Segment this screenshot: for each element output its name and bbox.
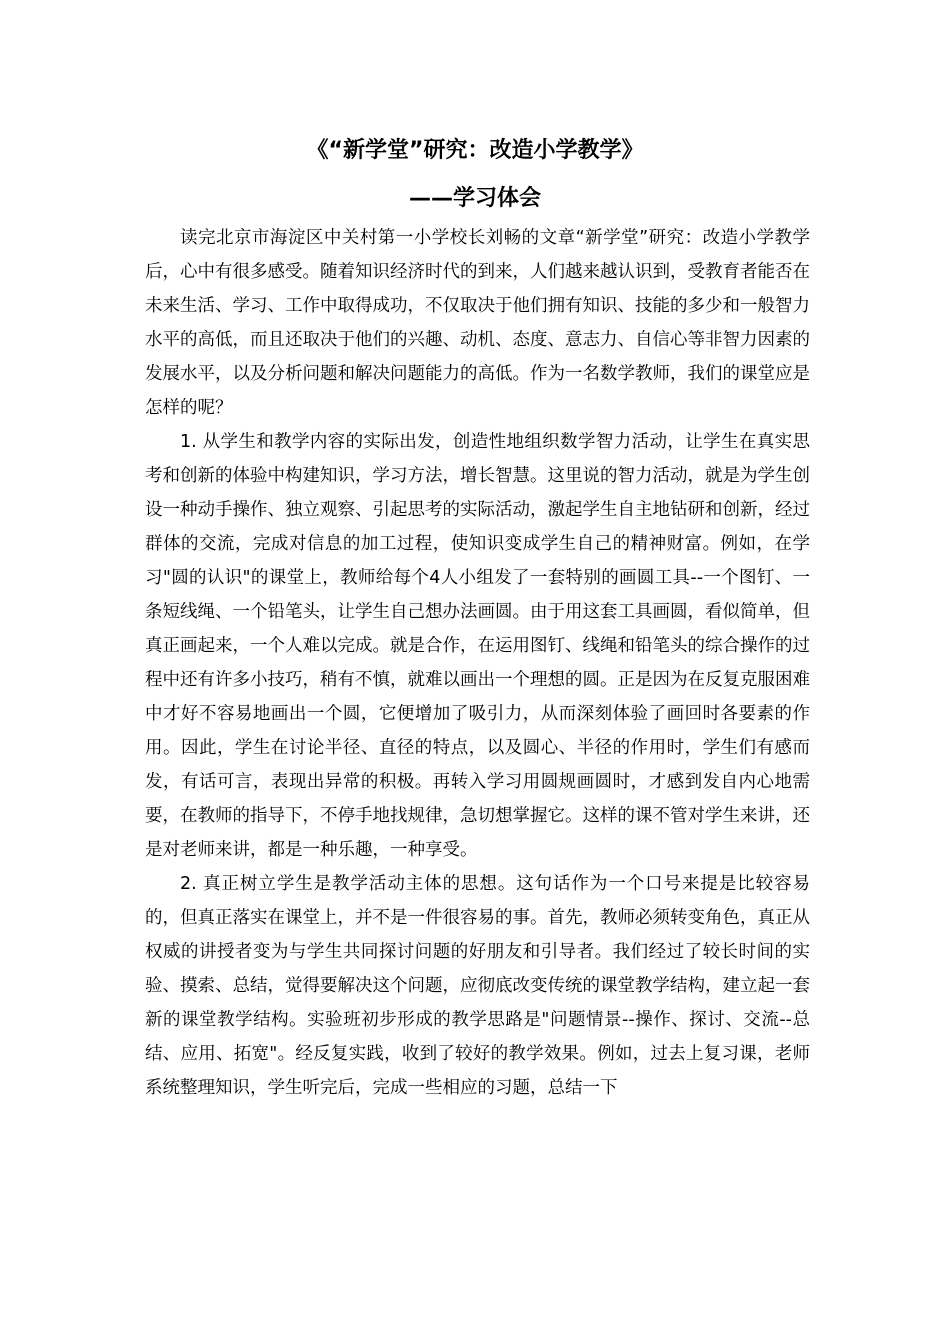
paragraph-point-2: 2. 真正树立学生是教学活动主体的思想。这句话作为一个口号来提是比较容易的，但真正落实在课堂上，并不是一件很容易的事。首先，教师必须转变角色，真正从权威的讲授者变为与学生共同探讨问题的好朋友和引导者。我们经过了较长时间的实验、摸索、总结，觉得要解决这个问题，应彻底改变传统的课堂教学结构，建立起一套新的课堂教学结构。实验班初步形成的教学思路是"问题情景--操作、探讨、交流--总结、应用、拓宽"。经反复实践，收到了较好的教学效果。例如，过去上复习课，老师系统整理知识，学生听完后，完成一些相应的习题，总结一下 (145, 874, 810, 1098)
document-subtitle: ——学习体会 (408, 186, 541, 211)
document-body (145, 221, 810, 1105)
paragraph-point-1: 1. 从学生和教学内容的实际出发，创造性地组织数学智力活动，让学生在真实思考和创新的体验中构建知识，学习方法，增长智慧。这里说的智力活动，就是为学生创设一种动手操作、独立观察、引起思考的实际活动，激起学生自主地钻研和创新，经过群体的交流，完成对信息的加工过程，使知识变成学生自己的精神财富。例如，在学习"圆的认识"的课堂上，教师给每个4人小组发了一套特别的画圆工具--一个图钉、一条短线绳、一个铅笔头，让学生自己想办法画圆。由于用这套工具画圆，看似简单，但真正画起来，一个人难以完成。就是合作，在运用图钉、线绳和铅笔头的综合操作的过程中还有许多小技巧，稍有不慎，就难以画出一个理想的圆。正是因为在反复克服困难中才好不容易地画出一个圆，它便增加了吸引力，从而深刻体验了画回时各要素的作用。因此，学生在讨论半径、直径的特点，以及圆心、半径的作用时，学生们有感而发，有话可言，表现出异常的积极。再转入学习用圆规画圆时，才感到发自内心地需要，在教师的指导下，不停手地找规律，急切想掌握它。这样的课不管对学生来讲，还是对老师来讲，都是一种乐趣，一种享受。 (145, 432, 810, 860)
document-title: 《“新学堂”研究：改造小学教学》 (306, 138, 644, 163)
paragraph-intro: 读完北京市海淀区中关村第一小学校长刘畅的文章“新学堂”研究：改造小学教学后，心中有很多感受。随着知识经济时代的到来，人们越来越认识到，受教育者能否在未来生活、学习、工作中取得成功，不仅取决于他们拥有知识、技能的多少和一般智力水平的高低，而且还取决于他们的兴趣、动机、态度、意志力、自信心等非智力因素的发展水平，以及分析问题和解决问题能力的高低。作为一名数学教师，我们的课堂应是怎样的呢？ (145, 228, 810, 418)
